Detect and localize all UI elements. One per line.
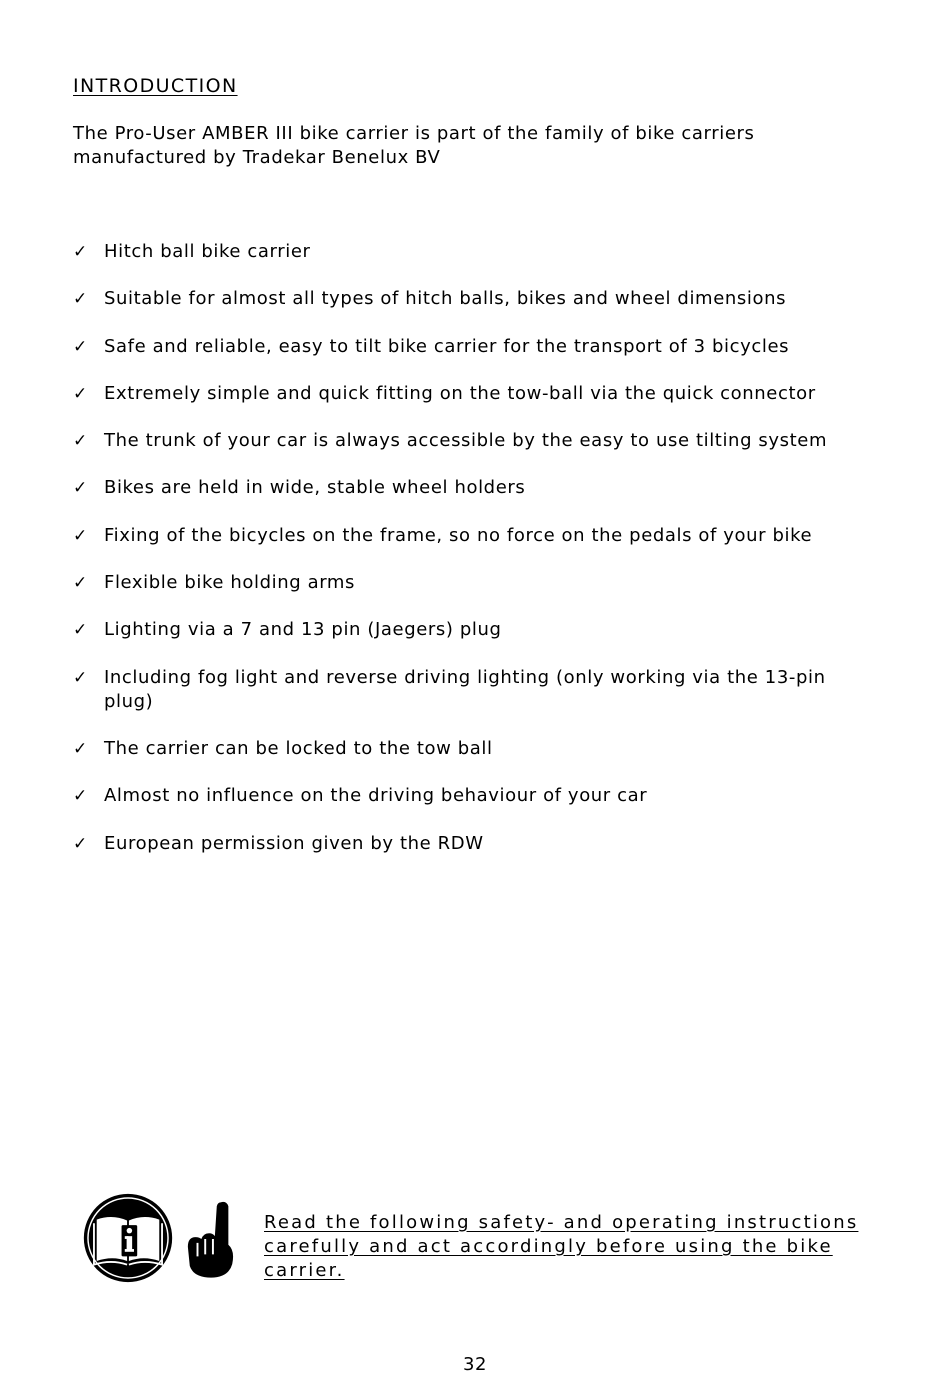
notice-text: Read the following safety- and operating instructions carefully and act accordingly before using the bike carrier. — [264, 1212, 859, 1281]
checkmark-icon: ✓ — [73, 786, 88, 807]
checkmark-icon: ✓ — [73, 289, 88, 310]
feature-text: Almost no influence on the driving behaviour of your car — [104, 785, 648, 807]
safety-notice — [80, 1190, 880, 1290]
checkmark-icon: ✓ — [73, 478, 88, 499]
feature-text: Including fog light and reverse driving lighting (only working via the 13-pin plug) — [104, 666, 826, 712]
list-item — [73, 429, 873, 453]
list-item — [73, 784, 873, 808]
feature-text: European permission given by the RDW — [104, 832, 484, 854]
list-item — [73, 240, 873, 264]
checkmark-icon: ✓ — [73, 383, 88, 404]
feature-list — [73, 240, 873, 879]
list-item — [73, 382, 873, 406]
intro-paragraph: The Pro-User AMBER III bike carrier is part of the family of bike carriers manufactured by Tradekar Benelux BV — [73, 123, 755, 168]
feature-text: Safe and reliable, easy to tilt bike carrier for the transport of 3 bicycles — [104, 335, 790, 357]
list-item — [73, 524, 873, 548]
checkmark-icon: ✓ — [73, 573, 88, 594]
checkmark-icon: ✓ — [73, 525, 88, 546]
checkmark-icon: ✓ — [73, 833, 88, 854]
checkmark-icon: ✓ — [73, 667, 88, 688]
feature-text: The carrier can be locked to the tow ball — [104, 737, 493, 759]
checkmark-icon: ✓ — [73, 738, 88, 759]
feature-text: Suitable for almost all types of hitch balls, bikes and wheel dimensions — [104, 288, 787, 310]
checkmark-icon: ✓ — [73, 620, 88, 641]
list-item — [73, 335, 873, 359]
feature-text: Extremely simple and quick fitting on the tow-ball via the quick connector — [104, 382, 816, 404]
list-item — [73, 737, 873, 761]
feature-text: Flexible bike holding arms — [104, 572, 356, 594]
list-item — [73, 618, 873, 642]
checkmark-icon: ✓ — [73, 242, 88, 262]
section-heading: INTRODUCTION — [73, 75, 238, 97]
feature-text: The trunk of your car is always accessible by the easy to use tilting system — [104, 430, 828, 452]
pointing-hand-icon — [184, 1198, 238, 1280]
page-number: 32 — [462, 1354, 488, 1375]
list-item — [73, 287, 873, 311]
feature-text: Bikes are held in wide, stable wheel holders — [104, 477, 526, 499]
feature-text: Lighting via a 7 and 13 pin (Jaegers) plug — [104, 619, 502, 641]
feature-text: Fixing of the bicycles on the frame, so no force on the pedals of your bike — [104, 524, 813, 546]
checkmark-icon: ✓ — [73, 431, 88, 452]
read-manual-icon — [82, 1192, 174, 1284]
feature-text: Hitch ball bike carrier — [104, 241, 311, 262]
list-item — [73, 832, 873, 856]
list-item — [73, 666, 873, 714]
list-item — [73, 476, 873, 500]
checkmark-icon: ✓ — [73, 336, 88, 357]
list-item — [73, 571, 873, 595]
